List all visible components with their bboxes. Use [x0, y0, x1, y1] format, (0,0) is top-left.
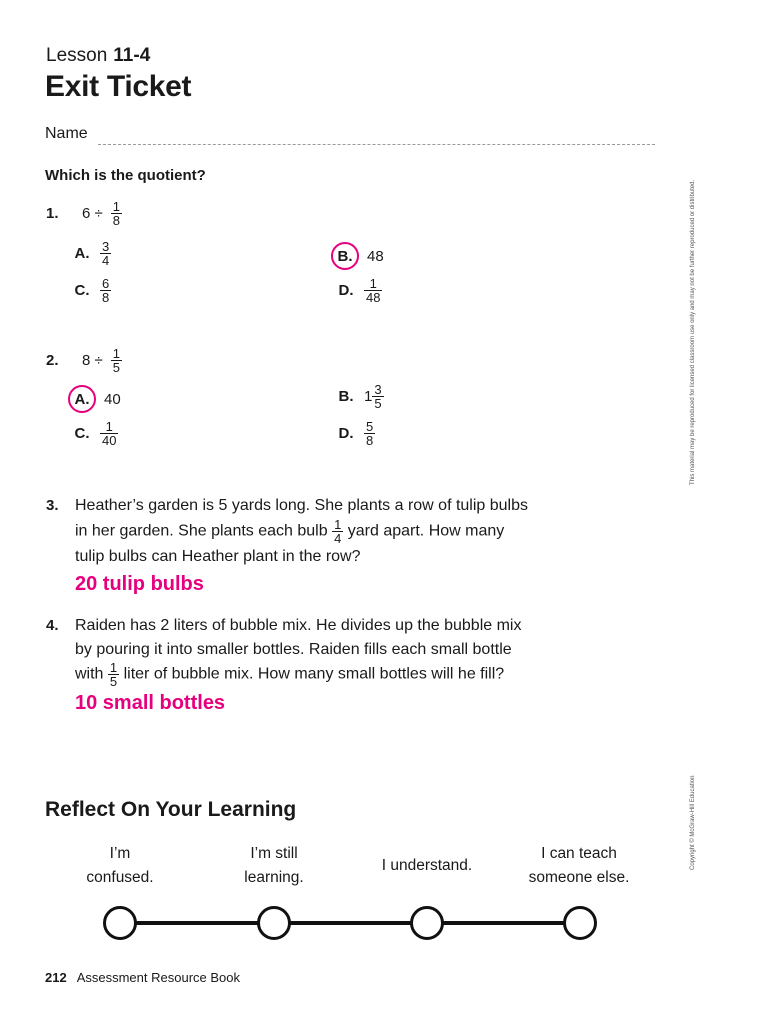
- option-fraction: [372, 383, 383, 410]
- option-value: 40: [104, 390, 121, 408]
- question-3-text: [75, 494, 585, 568]
- q2-option-c[interactable]: [72, 420, 118, 447]
- fraction-numerator: 1: [369, 276, 377, 291]
- fraction-denominator: 48: [366, 290, 381, 305]
- scale-circle-teach[interactable]: [563, 906, 597, 940]
- question-3-answer: 20 tulip bulbs: [75, 573, 204, 595]
- scale-circle-understand[interactable]: [410, 906, 444, 940]
- question-1-expression: [46, 200, 122, 227]
- text-segment: liter of bubble mix. How many small bottles will he fill?: [123, 665, 505, 683]
- question-4-line-3: [75, 661, 585, 688]
- fraction-numerator: 3: [374, 382, 382, 397]
- fraction-numerator: 6: [102, 276, 110, 291]
- scale-label-line: confused.: [86, 869, 154, 886]
- question-3-number: 3.: [46, 497, 59, 514]
- option-fraction: [364, 420, 375, 447]
- book-title: Assessment Resource Book: [76, 970, 240, 985]
- scale-label-line: someone else.: [528, 869, 630, 886]
- copyright-note: Copyright © McGraw-Hill Education: [690, 775, 696, 870]
- q1-option-a[interactable]: [72, 240, 111, 267]
- fraction-numerator: 1: [105, 419, 113, 434]
- scale-label-confused: [50, 842, 190, 890]
- question-2-expression: [46, 347, 122, 374]
- q1-option-d[interactable]: [336, 277, 382, 304]
- scale-circle-learning[interactable]: [257, 906, 291, 940]
- page-number: 212: [45, 970, 67, 985]
- question-3-line-1: Heather’s garden is 5 yards long. She plants a row of tulip bulbs: [75, 497, 529, 514]
- question-2-fraction: [111, 347, 122, 374]
- fraction-denominator: 8: [366, 433, 374, 448]
- option-letter: A.: [74, 245, 90, 262]
- option-fraction: [100, 420, 118, 447]
- question-1-number: 1.: [46, 205, 59, 222]
- question-2-whole: 8 ÷: [82, 352, 103, 369]
- option-fraction: [364, 277, 382, 304]
- circled-answer-a: A.: [68, 385, 96, 413]
- question-4-answer: 10 small bottles: [75, 692, 226, 714]
- fraction-denominator: 8: [112, 213, 120, 228]
- question-1-fraction: [111, 200, 122, 227]
- mixed-whole: 1: [364, 388, 373, 405]
- question-4-line-1: Raiden has 2 liters of bubble mix. He divides up the bubble mix: [75, 617, 522, 634]
- page-footer: [45, 970, 240, 985]
- option-letter: D.: [338, 425, 354, 442]
- q2-option-d[interactable]: [336, 420, 375, 447]
- fraction-numerator: 1: [334, 516, 342, 532]
- lesson-label: [46, 45, 150, 67]
- fraction-denominator: 5: [374, 396, 382, 411]
- q2-option-b[interactable]: [336, 383, 384, 410]
- text-segment: with: [75, 665, 104, 683]
- circled-answer-b: B.: [331, 242, 359, 270]
- scale-label-line: I understand.: [381, 857, 473, 874]
- fraction-numerator: 3: [102, 239, 110, 254]
- text-segment: yard apart. How many: [347, 522, 505, 540]
- question-3-line-3: tulip bulbs can Heather plant in the row?: [75, 547, 361, 565]
- question-prompt: Which is the quotient?: [45, 167, 206, 184]
- question-4-number: 4.: [46, 617, 59, 634]
- fraction-denominator: 4: [102, 253, 110, 268]
- scale-label-line: I’m: [109, 845, 131, 862]
- question-3-line-2: [75, 518, 585, 545]
- fraction-numerator: 1: [112, 346, 120, 361]
- question-1-whole: 6 ÷: [82, 205, 103, 222]
- fraction-denominator: 5: [109, 674, 118, 689]
- question-4-line-2: by pouring it into smaller bottles. Raiden fills each small bottle: [75, 640, 512, 658]
- reflect-scale-line: [120, 921, 580, 925]
- fraction-numerator: 1: [109, 660, 118, 675]
- text-segment: in her garden. She plants each bulb: [75, 522, 328, 540]
- inline-fraction: [332, 518, 343, 545]
- scale-circle-confused[interactable]: [103, 906, 137, 940]
- lesson-number: 11-4: [113, 45, 151, 66]
- question-2-number: 2.: [46, 352, 59, 369]
- fraction-denominator: 4: [334, 530, 342, 546]
- reflect-title: Reflect On Your Learning: [45, 798, 297, 821]
- lesson-word: Lesson: [46, 45, 108, 66]
- fraction-numerator: 5: [366, 419, 374, 434]
- option-letter: D.: [338, 282, 354, 299]
- name-field[interactable]: [98, 144, 655, 145]
- option-letter: C.: [74, 425, 90, 442]
- q1-option-c[interactable]: [72, 277, 111, 304]
- license-note: This material may be reproduced for licensed classroom use only and may not be further reproduced or distributed.: [690, 179, 696, 485]
- q1-option-b[interactable]: [331, 242, 384, 270]
- question-4-text: [75, 614, 585, 688]
- inline-fraction: [108, 661, 119, 688]
- fraction-denominator: 5: [112, 360, 120, 375]
- option-value: 48: [367, 247, 384, 265]
- fraction-denominator: 40: [102, 433, 117, 448]
- fraction-numerator: 1: [112, 199, 120, 214]
- option-letter: B.: [338, 388, 354, 405]
- scale-label-understand: [357, 854, 497, 878]
- scale-label-line: I’m still: [250, 845, 298, 862]
- q2-option-a[interactable]: [68, 385, 121, 413]
- page-title: Exit Ticket: [45, 70, 192, 103]
- name-label: Name: [45, 125, 88, 142]
- fraction-denominator: 8: [102, 290, 110, 305]
- option-fraction: [100, 240, 111, 267]
- scale-label-learning: [204, 842, 344, 890]
- option-letter: C.: [74, 282, 90, 299]
- scale-label-line: learning.: [244, 869, 304, 886]
- option-fraction: [100, 277, 111, 304]
- scale-label-line: I can teach: [541, 845, 617, 862]
- scale-label-teach: [509, 842, 649, 890]
